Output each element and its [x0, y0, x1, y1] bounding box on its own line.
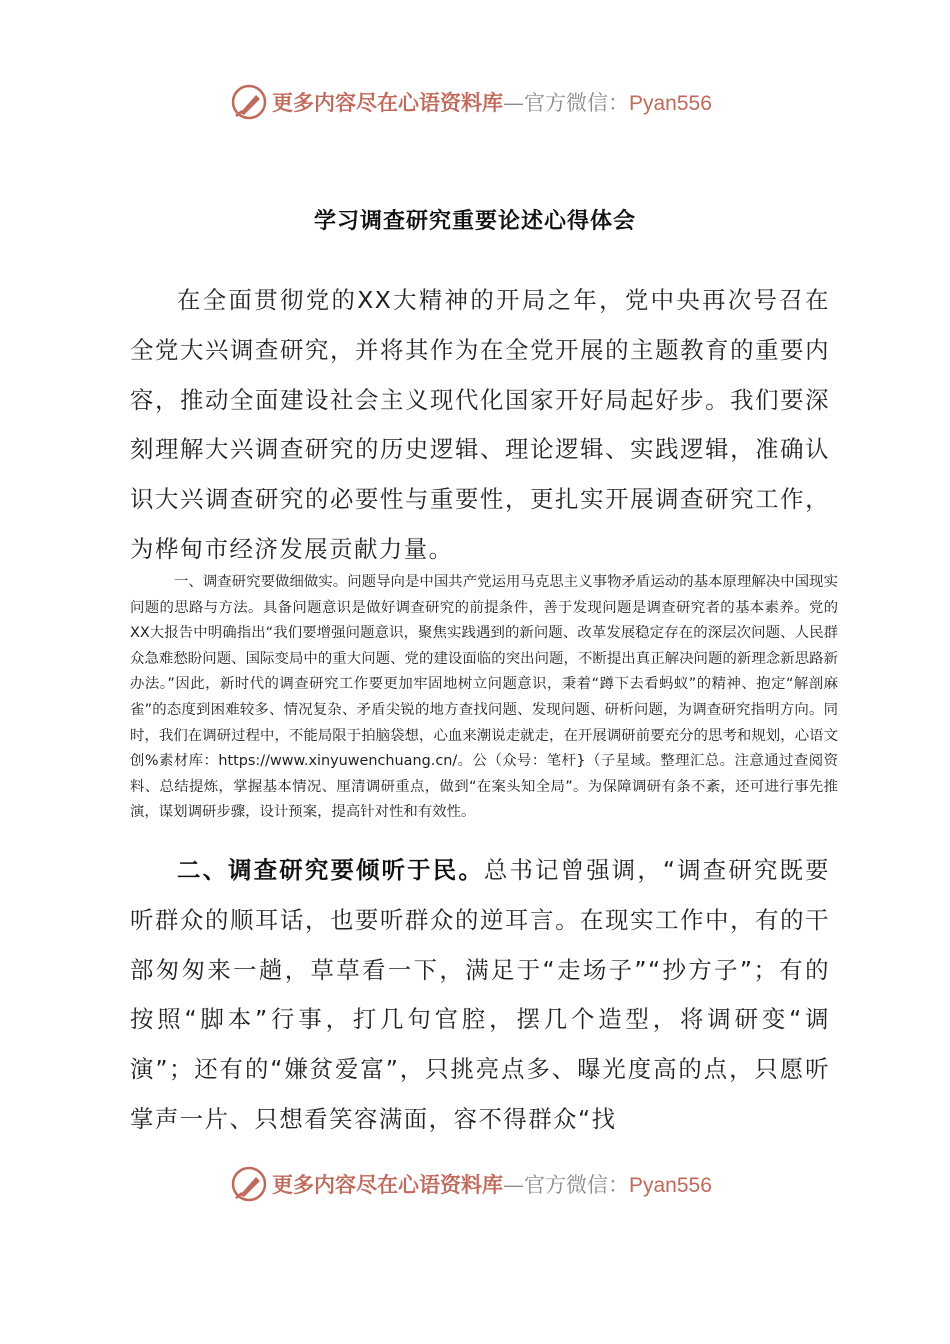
document-title: 学习调查研究重要论述心得体会 [313, 209, 636, 234]
section-2-heading: 二、调查研究要倾听于民。 [177, 856, 484, 884]
pen-logo-icon [230, 83, 268, 121]
footer-banner-text: 更多内容尽在心语资料库—官方微信：Pyan556 [272, 1172, 712, 1197]
section-2-paragraph [130, 846, 830, 1146]
header-banner [230, 82, 720, 122]
intro-paragraph: 在全面贯彻党的XX大精神的开局之年，党中央再次号召在全党大兴调查研究，并将其作为在全党开展的主题教育的重要内容，推动全面建设社会主义现代化国家开好局起好步。我们要深刻理解大兴调查研究的历史逻辑、理论逻辑、实践逻辑，准确认识大兴调查研究的必要性与重要性，更扎实开展调查研究工作，为桦甸市经济发展贡献力量。 [130, 286, 830, 563]
section-1-paragraph: 一、调查研究要做细做实。问题导向是中国共产党运用马克思主义事物矛盾运动的基本原理解决中国现实问题的思路与方法。具备问题意识是做好调查研究的前提条件，善于发现问题是调查研究者的基本素养。党的XX大报告中明确指出“我们要增强问题意识，聚焦实践遇到的新问题、改革发展稳定存在的深层次问题、人民群众急难愁盼问题、国际变局中的重大问题、党的建设面临的突出问题，不断提出真正解决问题的新理念新思路新办法。”因此，新时代的调查研究工作要更加牢固地树立问题意识，秉着“蹲下去看蚂蚁”的精神、抱定“解剖麻雀”的态度到困难较多、情况复杂、矛盾尖锐的地方查找问题、发现问题、研析问题，为调查研究指明方向。同时，我们在调研过程中，不能局限于拍脑袋想，心血来潮说走就走，在开展调研前要充分的思考和规划，心语文创%素材库：https://www.xinyuwenchuang.cn/。公（众号：笔杆}（子星域。整理汇总。注意通过查阅资料、总结提炼，掌握基本情况、厘清调研重点，做到“在案头知全局”。为保障调研有条不紊，还可进行事先推演，谋划调研步骤，设计预案，提高针对性和有效性。 [130, 574, 838, 821]
pen-logo-icon [230, 1165, 268, 1203]
header-banner-text: 更多内容尽在心语资料库—官方微信：Pyan556 [272, 90, 712, 115]
section-2-body: 总书记曾强调，“调查研究既要听群众的顺耳话，也要听群众的逆耳言。在现实工作中，有的干部匆匆来一趟，草草看一下，满足于“走场子”“抄方子”；有的按照“脚本”行事，打几句官腔，摆几个造型，将调研变“调演”；还有的“嫌贫爱富”，只挑亮点多、曝光度高的点，只愿听掌声一片、只想看笑容满面，容不得群众“找 [130, 856, 830, 1133]
footer-banner [230, 1164, 720, 1204]
